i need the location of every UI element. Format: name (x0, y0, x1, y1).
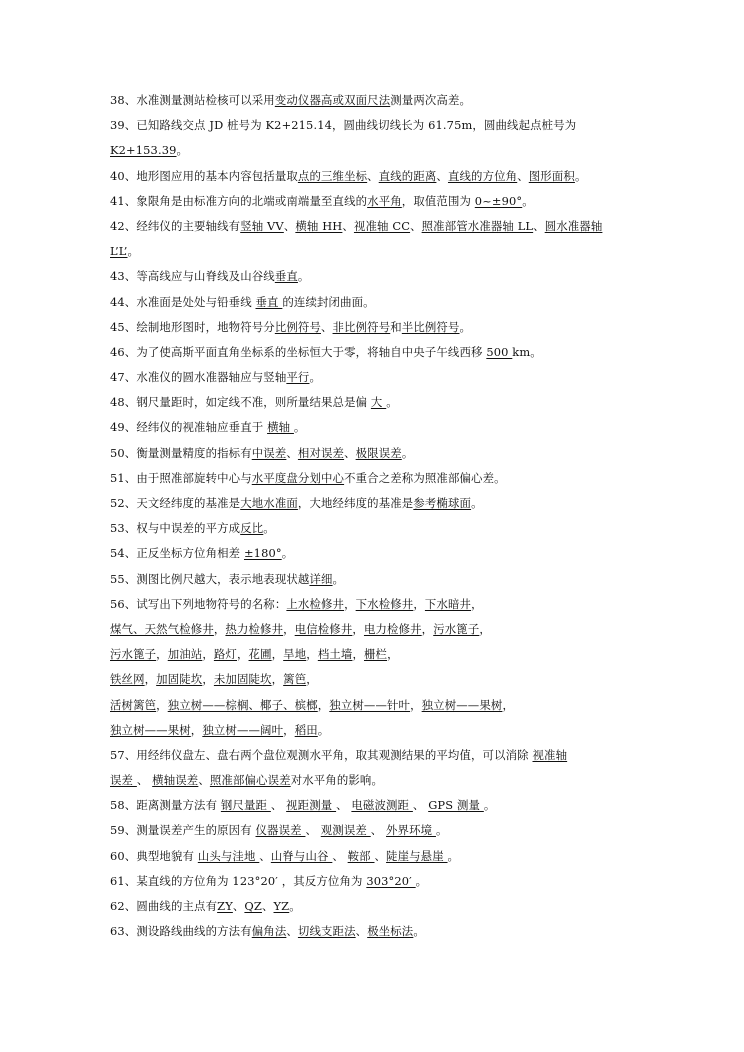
answer-text: 水平度盘分划中心 (251, 470, 345, 485)
question-text: ， (421, 621, 434, 636)
answer-text: 大 (370, 395, 387, 410)
question-text: 。 (435, 823, 448, 838)
answer-text: 平行 (286, 370, 310, 385)
answer-text: 半比例符号 (401, 319, 460, 334)
question-text: 、 (355, 924, 368, 939)
answer-text: K2+153.39 (110, 143, 177, 158)
question-text: 、 (198, 773, 210, 788)
text-line (110, 516, 655, 541)
question-text: 、 (283, 218, 296, 233)
question-text: 、 (232, 899, 245, 913)
text-line (110, 541, 655, 566)
question-text: 、 (336, 798, 352, 813)
question-text: 、 (261, 899, 274, 913)
text-line (110, 290, 655, 315)
answer-text: 外界环境 (386, 823, 436, 838)
question-text: 。 (176, 143, 189, 158)
answer-text: 圆水准器轴 (544, 218, 603, 233)
question-text: ， (202, 647, 214, 662)
answer-text: 仪器误差 (255, 823, 306, 838)
text-line (110, 768, 655, 793)
answer-text: 煤气、天然气检修井 (110, 621, 214, 636)
question-text: 。 (413, 924, 425, 939)
answer-text: ±180° (243, 546, 282, 561)
question-text: 、 (136, 773, 153, 788)
answer-text: 山头与洼地 (197, 848, 260, 863)
text-line (110, 617, 655, 642)
answer-text: 活树篱笆 (110, 697, 157, 712)
answer-text: 非比例符号 (332, 319, 391, 334)
question-text: 、 (412, 798, 429, 813)
question-text: 59、测量误差产生的原因有 (110, 823, 256, 838)
answer-text: 污水篦子 (433, 621, 480, 636)
question-text: 、 (533, 218, 545, 233)
question-text: 。 (386, 395, 398, 410)
question-text: ， (502, 697, 514, 712)
question-text: ， (271, 647, 284, 662)
question-text: 、 (305, 823, 321, 838)
answer-text: 上水检修井 (286, 596, 345, 611)
answer-text: 下水检修井 (355, 596, 414, 611)
answer-text: 反比 (240, 521, 264, 536)
question-text: 41、象限角是由标准方向的北端或南端量至直线的 (110, 193, 368, 208)
question-text: 、 (270, 798, 287, 813)
text-line (110, 138, 655, 163)
answer-text: 500 (486, 344, 513, 359)
answer-text: 独立树——果树 (421, 697, 503, 712)
text-line (110, 919, 655, 944)
question-text: 。 (483, 798, 496, 813)
answer-text: 独立树——阔叶 (202, 722, 284, 737)
question-text: 54、正反坐标方位角相差 (110, 546, 244, 561)
answer-text: 视距测量 (286, 798, 337, 813)
answer-text: 垂直 (274, 269, 298, 284)
text-line (110, 642, 655, 667)
answer-text: 独立树——针叶 (329, 697, 411, 712)
answer-text: 垂直 (255, 294, 283, 309)
question-text: 、 (344, 445, 356, 460)
question-text: ， (156, 647, 168, 662)
text-line (110, 894, 655, 919)
answer-text: 极坐标法 (367, 924, 414, 939)
answer-text: 变动仪器高或双面尺法 (274, 93, 391, 107)
answer-text: 加油站 (167, 647, 203, 662)
answer-text: 视准轴 (532, 747, 568, 762)
text-line (110, 869, 655, 894)
question-text: ， (156, 697, 168, 712)
answer-text: 钢尺量距 (220, 798, 271, 813)
question-text: ， (413, 596, 425, 611)
answer-text: 下水暗井 (424, 596, 472, 611)
answer-text: 铁丝网 (110, 672, 145, 687)
question-text: 、 (370, 823, 387, 838)
question-text: ， (387, 647, 399, 662)
answer-text: 303°20′ (366, 873, 416, 888)
question-text: 、 (436, 168, 448, 183)
question-text: ， (352, 621, 364, 636)
answer-text: 照准部管水准器轴 LL (421, 218, 534, 233)
question-text: 、 (342, 218, 354, 233)
answer-text: 相对误差 (297, 445, 345, 460)
text-line (110, 214, 655, 239)
answer-text: 切线支距法 (297, 924, 356, 939)
answer-text: 山脊与山谷 (270, 848, 333, 863)
answer-text: 水平角 (367, 193, 402, 208)
answer-text: 热力检修井 (225, 621, 284, 636)
answer-text: 鞍部 (347, 848, 375, 863)
question-text: 60、典型地貌有 (110, 848, 198, 863)
answer-text: 污水篦子 (110, 647, 157, 662)
text-line (110, 667, 655, 692)
question-text: 53、权与中误差的平方成 (110, 521, 241, 536)
answer-text: ZY (217, 899, 233, 913)
answer-text: L’L’ (110, 244, 128, 259)
question-text: 57、用经纬仪盘左、盘右两个盘位观测水平角，取其观测结果的平均值，可以消除 (110, 747, 533, 762)
question-text: 56、试写出下列地物符号的名称： (110, 596, 287, 611)
question-text: 。 (127, 244, 140, 259)
question-text: 。 (293, 420, 306, 435)
question-text: 58、距离测量方法有 (110, 798, 221, 813)
question-text: 。 (263, 521, 275, 536)
answer-text: 照准部偏心误差 (209, 773, 291, 788)
text-line (110, 491, 655, 516)
question-text: 。 (297, 269, 310, 284)
answer-text: 陡崖与悬崖 (386, 848, 448, 863)
question-text: 55、测图比例尺越大，表示地表现状越 (110, 571, 310, 586)
answer-text: 横轴 HH (295, 218, 343, 233)
question-text: 、 (374, 848, 387, 863)
answer-text: 0~±90° (474, 193, 523, 208)
answer-text: 中误差 (251, 445, 287, 460)
answer-text: 偏角法 (251, 924, 287, 939)
text-line (110, 693, 655, 718)
question-text: 、 (321, 319, 333, 334)
answer-text: 独立树——棕榈、椰子、槟榔 (167, 697, 318, 712)
answer-text: 未加固陡坎 (213, 672, 272, 687)
question-text: 61、某直线的方位角为 123°20′ ，其反方位角为 (110, 873, 367, 888)
answer-text: 极限误差 (355, 445, 402, 460)
answer-text: 大地水准面 (240, 496, 298, 510)
question-text: 。 (289, 899, 301, 913)
question-text: 对水平角的影响。 (290, 773, 384, 788)
answer-text: 路灯 (213, 647, 237, 662)
answer-text: 直线的距离 (378, 168, 437, 183)
answer-text: 横轴误差 (152, 773, 199, 788)
text-line (110, 718, 655, 743)
text-line (110, 189, 655, 214)
text-line (110, 818, 655, 843)
question-text: 44、水准面是处处与铅垂线 (110, 294, 256, 309)
answer-text: 比例符号 (274, 319, 321, 334)
answer-text: QZ (244, 899, 262, 913)
question-text: 、 (332, 848, 348, 863)
answer-text: 电磁波测距 (351, 798, 413, 813)
question-text: ， (410, 697, 422, 712)
question-text: 63、测设路线曲线的方法有 (110, 924, 252, 939)
answer-text: 档土墙 (317, 647, 353, 662)
question-text: 。 (415, 873, 428, 888)
question-text: 50、衡量测量精度的指标有 (110, 445, 252, 460)
answer-text: GPS 测量 (428, 798, 484, 813)
question-text: 。 (401, 445, 414, 460)
question-text: ， (283, 621, 295, 636)
text-line (110, 592, 655, 617)
question-text: ， (471, 596, 483, 611)
answer-text: 点的三维坐标 (297, 168, 368, 183)
question-text: 、 (286, 924, 298, 939)
answer-text: 误差 (110, 773, 137, 788)
document-body (110, 88, 655, 944)
question-text: 的连续封闭曲面。 (282, 294, 375, 309)
question-text: ， (306, 647, 318, 662)
question-text: 和 (390, 319, 402, 334)
question-text: 43、等高线应与山脊线及山谷线 (110, 269, 275, 284)
answer-text: 独立树——果树 (110, 722, 191, 737)
question-text: 。 (522, 193, 534, 208)
text-line (110, 466, 655, 491)
question-text: 42、经纬仪的主要轴线有 (110, 218, 241, 233)
question-text: 、 (286, 445, 298, 460)
question-text: ， (352, 647, 364, 662)
question-text: 62、圆曲线的主点有 (110, 899, 218, 913)
question-text: 38、水准测量测站检核可以采用 (110, 93, 275, 107)
text-line (110, 113, 655, 138)
answer-text: 观测误差 (320, 823, 371, 838)
text-line (110, 793, 655, 818)
question-text: 48、钢尺量距时，如定线不准，则所量结果总是偏 (110, 395, 371, 410)
question-text: 46、为了使高斯平面直角坐标系的坐标恒大于零，将轴自中央子午线西移 (110, 344, 487, 359)
text-line (110, 844, 655, 869)
question-text: 52、天文经纬度的基准是 (110, 496, 241, 510)
question-text: ，大地经纬度的基准是 (297, 496, 414, 510)
question-text: ，取值范围为 (401, 193, 475, 208)
question-text: 。 (317, 722, 330, 737)
question-text: ， (344, 596, 356, 611)
answer-text: 栅栏 (363, 647, 388, 662)
text-line (110, 415, 655, 440)
question-text: ， (202, 672, 214, 687)
answer-text: 稻田 (294, 722, 318, 737)
answer-text: 篱笆 (283, 672, 307, 687)
question-text: ， (213, 621, 226, 636)
answer-text: YZ (273, 899, 290, 913)
text-line (110, 340, 655, 365)
question-text: 测量两次高差。 (390, 93, 472, 107)
question-text: 。 (281, 546, 294, 561)
question-text: ， (283, 722, 295, 737)
answer-text: 旱地 (283, 647, 307, 662)
question-text: ， (271, 672, 284, 687)
answer-text: 视准轴 CC (353, 218, 411, 233)
question-text: 40、地形图应用的基本内容包括量取 (110, 168, 298, 183)
answer-text: 电力检修井 (363, 621, 422, 636)
question-text: 。 (471, 496, 483, 510)
question-text: 47、水准仪的圆水准器轴应与竖轴 (110, 370, 287, 385)
question-text: 不重合之差称为照准部偏心差。 (344, 470, 506, 485)
answer-text: 横轴 (267, 420, 294, 435)
answer-text: 加固陡坎 (156, 672, 203, 687)
question-text: 。 (447, 848, 460, 863)
answer-text: 图形面积 (528, 168, 575, 183)
text-line (110, 239, 655, 264)
text-line (110, 164, 655, 189)
text-line (110, 441, 655, 466)
question-text: 。 (459, 319, 472, 334)
question-text: 。 (574, 168, 587, 183)
question-text: 39、已知路线交点 JD 桩号为 K2+215.14，圆曲线切线长为 61.75m，圆曲线起点桩号为 (110, 118, 577, 133)
answer-text: 竖轴 VV (240, 218, 284, 233)
question-text: 49、经纬仪的视准轴应垂直于 (110, 420, 268, 435)
question-text: 、 (410, 218, 422, 233)
answer-text: 详细 (309, 571, 333, 586)
question-text: 。 (309, 370, 322, 385)
question-text: ， (317, 697, 330, 712)
text-line (110, 567, 655, 592)
question-text: ， (479, 621, 491, 636)
answer-text: 参考椭球面 (413, 496, 472, 510)
text-line (110, 365, 655, 390)
text-line (110, 315, 655, 340)
question-text: 、 (517, 168, 529, 183)
question-text: ， (236, 647, 249, 662)
question-text: ， (144, 672, 157, 687)
question-text: km。 (512, 344, 542, 359)
question-text: ， (190, 722, 203, 737)
question-text: 。 (332, 571, 345, 586)
question-text: ， (306, 672, 318, 687)
text-line (110, 390, 655, 415)
question-text: 、 (367, 168, 379, 183)
answer-text: 电信检修井 (294, 621, 353, 636)
question-text: 51、由于照准部旋转中心与 (110, 470, 252, 485)
text-line (110, 743, 655, 768)
question-text: 、 (259, 848, 271, 863)
text-line (110, 264, 655, 289)
answer-text: 花圃 (248, 647, 272, 662)
question-text: 45、绘制地形图时，地物符号分 (110, 319, 275, 334)
text-line (110, 88, 655, 113)
answer-text: 直线的方位角 (447, 168, 518, 183)
